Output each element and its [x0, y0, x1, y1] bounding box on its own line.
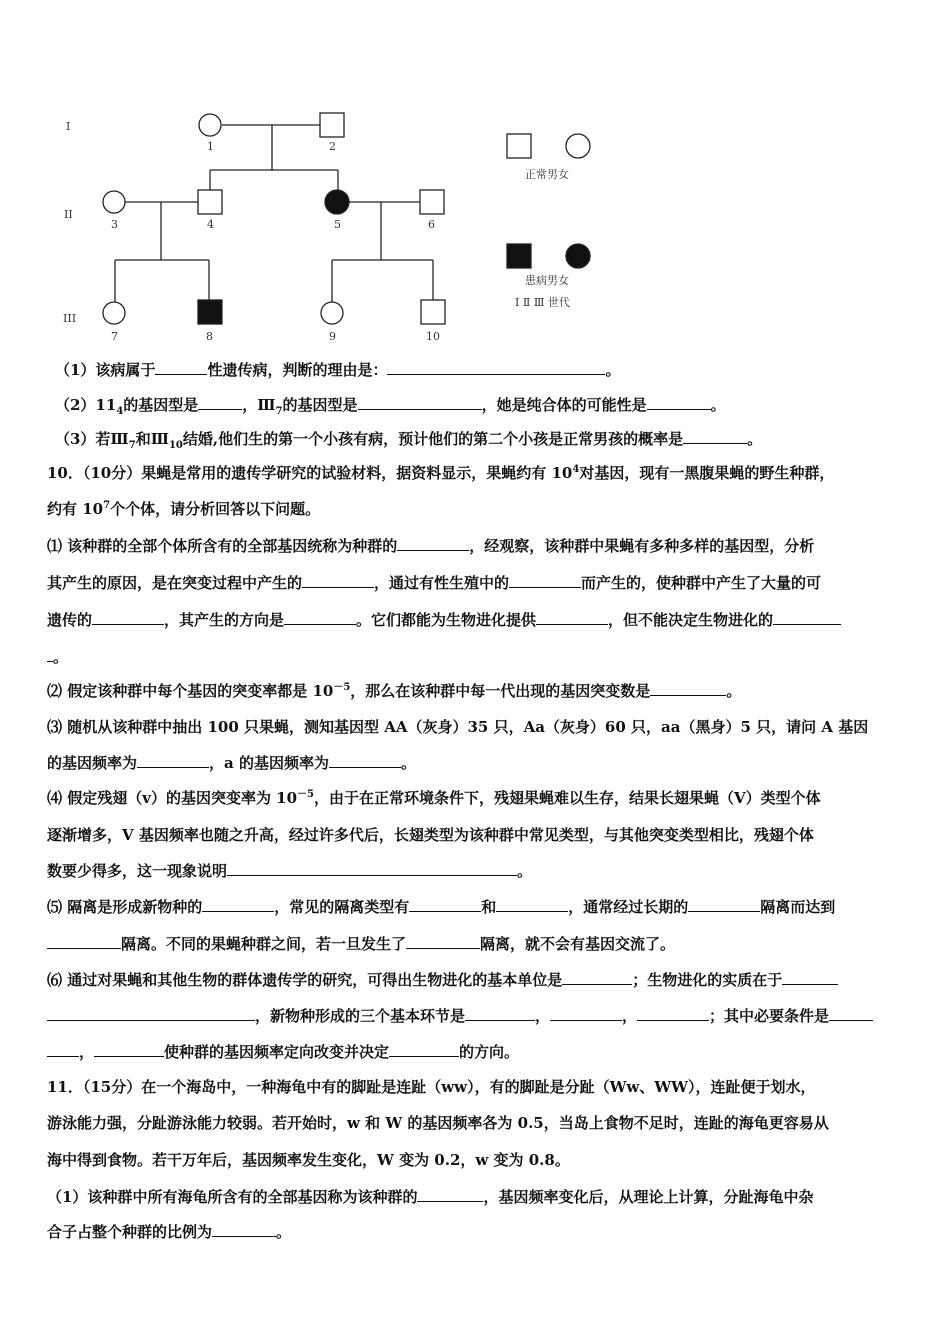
- text: 对基因，现有一黑腹果蝇的野生种群，: [579, 464, 835, 482]
- legend-normal-female: [566, 134, 590, 158]
- legend-affected-female: [566, 244, 590, 268]
- answer-blank[interactable]: [683, 429, 747, 444]
- text: 10．（10分）果蝇是常用的遗传学研究的试验材料，据资料显示，果蝇约有 10: [47, 464, 573, 482]
- text: （3）若Ⅲ: [55, 430, 129, 448]
- answer-blank[interactable]: [647, 395, 711, 410]
- q10-s4-line2: [47, 825, 907, 845]
- text: 隔离。不同的果蝇种群之间，若一旦发生了: [121, 935, 407, 953]
- q10-s1-line3: [47, 610, 907, 630]
- text: 。: [53, 648, 69, 666]
- answer-blank[interactable]: [302, 573, 374, 588]
- text: ，基因频率变化后，从理论上计算，分趾海龟中杂: [483, 1188, 814, 1206]
- answer-blank[interactable]: [137, 753, 209, 768]
- superscript: 4: [572, 464, 580, 475]
- text: 。: [517, 862, 533, 880]
- legend-normal-male: [507, 134, 531, 158]
- label-8: 8: [206, 330, 213, 343]
- answer-blank[interactable]: [389, 1042, 459, 1057]
- answer-blank[interactable]: [92, 610, 164, 625]
- answer-blank[interactable]: [409, 897, 481, 912]
- text: ，常见的隔离类型有: [274, 898, 410, 916]
- superscript: －5: [297, 789, 315, 800]
- text: ，但不能决定生物进化的: [608, 611, 774, 629]
- gen-label-ii: II: [64, 208, 73, 221]
- q11-part1-line2: [47, 1222, 907, 1242]
- answer-blank[interactable]: [284, 610, 356, 625]
- text: 。: [710, 396, 726, 414]
- text: ，a 的基因频率为: [209, 754, 329, 772]
- text: 约有 10: [47, 500, 104, 518]
- individual-2: [320, 113, 344, 137]
- pedigree-chart: [55, 100, 615, 350]
- text: 其产生的原因，是在突变过程中产生的: [47, 574, 303, 592]
- answer-blank[interactable]: [227, 861, 517, 876]
- q10-intro-line2: [47, 499, 907, 519]
- text: ，新物种形成的三个基本环节是: [255, 1007, 466, 1025]
- subscript: 4: [116, 406, 124, 417]
- text: ，通常经过长期的: [568, 898, 689, 916]
- text: ⑹ 通过对果蝇和其他生物的群体遗传学的研究，可得出生物进化的基本单位是: [47, 971, 563, 989]
- text: ，: [79, 1043, 95, 1061]
- text: 11．（15分）在一个海岛中，一种海龟中有的脚趾是连趾（ww），有的脚趾是分趾（Ww、WW），连趾便于划水，: [47, 1078, 816, 1096]
- label-2: 2: [329, 140, 336, 153]
- individual-8: [198, 300, 222, 324]
- text: ，: [535, 1007, 551, 1025]
- text: ；其中必要条件是: [709, 1007, 830, 1025]
- q11-line2: [47, 1113, 907, 1133]
- answer-blank[interactable]: [773, 610, 841, 625]
- answer-blank[interactable]: [496, 897, 568, 912]
- answer-blank[interactable]: [550, 1006, 622, 1021]
- answer-blank[interactable]: [94, 1042, 164, 1057]
- q10-s5-line2: [47, 934, 907, 954]
- text: ⑶ 随机从该种群中抽出 100 只果蝇，测知基因型 AA（灰身）35 只，Aa（灰身）60 只，aa（黑身）5 只，请问 A 基因: [47, 718, 869, 736]
- text: ⑸ 隔离是形成新物种的: [47, 898, 203, 916]
- answer-blank[interactable]: [202, 897, 274, 912]
- q9-part1: [55, 360, 915, 380]
- text: 的方向。: [459, 1043, 520, 1061]
- text: 。: [605, 361, 621, 379]
- q10-s6-line2: [47, 1006, 907, 1026]
- answer-blank[interactable]: [417, 1187, 483, 1202]
- text: 合子占整个种群的比例为: [47, 1223, 213, 1241]
- legend-affected-male: [507, 244, 531, 268]
- text: ⑷ 假定残翅（v）的基因突变率为 10: [47, 789, 298, 807]
- label-3: 3: [111, 218, 118, 231]
- q10-s1-line1: [47, 536, 907, 556]
- text: 的基因频率为: [47, 754, 138, 772]
- text: 的基因型是: [282, 396, 358, 414]
- label-5: 5: [334, 218, 341, 231]
- q10-s4-line3: [47, 861, 907, 881]
- answer-blank[interactable]: [47, 1042, 79, 1057]
- answer-blank[interactable]: [829, 1006, 873, 1021]
- legend-affected-label: 患病男女: [525, 274, 569, 287]
- text: 结婚,他们生的第一个小孩有病，预计他们的第二个小孩是正常男孩的概率是: [182, 430, 684, 448]
- text: ，Ⅲ: [242, 396, 276, 414]
- text: 使种群的基因频率定向改变并决定: [164, 1043, 390, 1061]
- text: ，那么在该种群中每一代出现的基因突变数是: [350, 682, 651, 700]
- text: ，通过有性生殖中的: [374, 574, 510, 592]
- text: ⑵ 假定该种群中每个基因的突变率都是 10: [47, 682, 334, 700]
- text: 个个体，请分析回答以下问题。: [110, 500, 321, 518]
- answer-blank[interactable]: [637, 1006, 709, 1021]
- text: ，经观察，该种群中果蝇有多种多样的基因型，分析: [469, 537, 815, 555]
- text: 。: [276, 1223, 292, 1241]
- q11-line3: [47, 1150, 907, 1170]
- text: 。: [726, 682, 742, 700]
- q10-s2: [47, 681, 907, 701]
- text: 逐渐增多，V 基因频率也随之升高，经过许多代后，长翅类型为该种群中常见类型，与其他突变类型相比，残翅个体: [47, 826, 814, 844]
- text: （2）11: [55, 396, 117, 414]
- individual-4: [198, 190, 222, 214]
- answer-blank[interactable]: [47, 934, 121, 949]
- answer-blank[interactable]: [358, 395, 482, 410]
- text: ，: [622, 1007, 638, 1025]
- answer-blank[interactable]: [47, 1006, 255, 1021]
- legend-normal-label: 正常男女: [525, 168, 569, 181]
- q10-s6-line3: [47, 1042, 907, 1062]
- individual-5: [325, 190, 349, 214]
- label-10: 10: [426, 330, 440, 343]
- answer-blank[interactable]: [406, 934, 480, 949]
- label-7: 7: [111, 330, 118, 343]
- answer-blank[interactable]: [198, 395, 242, 410]
- answer-blank[interactable]: [329, 753, 401, 768]
- text: 。它们都能为生物进化提供: [356, 611, 537, 629]
- text: ，由于在正常环境条件下，残翅果蝇难以生存，结果长翅果蝇（V）类型个体: [314, 789, 821, 807]
- text: 隔离，就不会有基因交流了。: [480, 935, 676, 953]
- text: 。: [400, 754, 416, 772]
- text: 。: [747, 430, 763, 448]
- text: ，她是纯合体的可能性是: [481, 396, 647, 414]
- q10-s3-line1: [47, 717, 907, 737]
- answer-blank[interactable]: [212, 1222, 276, 1237]
- individual-10: [421, 300, 445, 324]
- answer-blank[interactable]: [465, 1006, 535, 1021]
- answer-blank[interactable]: [562, 970, 632, 985]
- text: 遗传的: [47, 611, 93, 629]
- text: （1）该病属于: [55, 361, 156, 379]
- answer-blank[interactable]: [536, 610, 608, 625]
- q10-s6-line1: [47, 970, 907, 990]
- gen-label-i: I: [66, 120, 71, 133]
- gen-label-iii: III: [63, 312, 77, 325]
- label-4: 4: [207, 218, 214, 231]
- superscript: 7: [103, 500, 111, 511]
- answer-blank[interactable]: [650, 681, 726, 696]
- q10-s5-line1: [47, 897, 907, 917]
- text: 隔离而达到: [760, 898, 836, 916]
- text: ⑴ 该种群的全部个体所含有的全部基因统称为种群的: [47, 537, 398, 555]
- text: ，其产生的方向是: [164, 611, 285, 629]
- superscript: －5: [333, 682, 351, 693]
- q11-part1-line1: [47, 1187, 907, 1207]
- text: 和Ⅲ: [135, 430, 169, 448]
- subscript: 7: [128, 440, 136, 451]
- q9-part2: [55, 395, 915, 415]
- q10-s1-line2: [47, 573, 907, 593]
- text: 的基因型是: [123, 396, 199, 414]
- text: 海中得到食物。若干万年后，基因频率发生变化，W 变为 0.2，w 变为 0.8。: [47, 1151, 570, 1169]
- individual-7: [103, 302, 125, 324]
- subscript: 7: [275, 406, 283, 417]
- answer-blank[interactable]: [688, 897, 760, 912]
- text: 数要少得多，这一现象说明: [47, 862, 228, 880]
- subscript: 10: [168, 440, 183, 451]
- answer-blank[interactable]: [155, 360, 207, 375]
- text: ；生物进化的实质在于: [632, 971, 783, 989]
- answer-blank[interactable]: [387, 360, 605, 375]
- individual-6: [420, 190, 444, 214]
- label-1: 1: [207, 140, 214, 153]
- label-9: 9: [329, 330, 336, 343]
- answer-blank[interactable]: [509, 573, 581, 588]
- text: 游泳能力强，分趾游泳能力较弱。若开始时，w 和 W 的基因频率各为 0.5，当岛上食物不足时，连趾的海龟更容易从: [47, 1114, 829, 1132]
- legend-generation-label: Ⅰ Ⅱ Ⅲ 世代: [515, 296, 570, 309]
- label-6: 6: [428, 218, 435, 231]
- text: 和: [481, 898, 497, 916]
- q11-line1: [47, 1077, 907, 1097]
- text: （1）该种群中所有海龟所含有的全部基因称为该种群的: [47, 1188, 418, 1206]
- text: 而产生的，使种群中产生了大量的可: [581, 574, 822, 592]
- answer-blank[interactable]: [782, 970, 838, 985]
- individual-3: [103, 191, 125, 213]
- q10-s3-line2: [47, 753, 907, 773]
- q10-intro-line1: [47, 463, 907, 483]
- text: 性遗传病，判断的理由是：: [207, 361, 388, 379]
- individual-9: [321, 302, 343, 324]
- individual-1: [199, 114, 221, 136]
- answer-blank[interactable]: [397, 536, 469, 551]
- q9-part3: [55, 429, 915, 449]
- q10-s4-line1: [47, 788, 907, 808]
- q10-s1-line4: [47, 647, 907, 667]
